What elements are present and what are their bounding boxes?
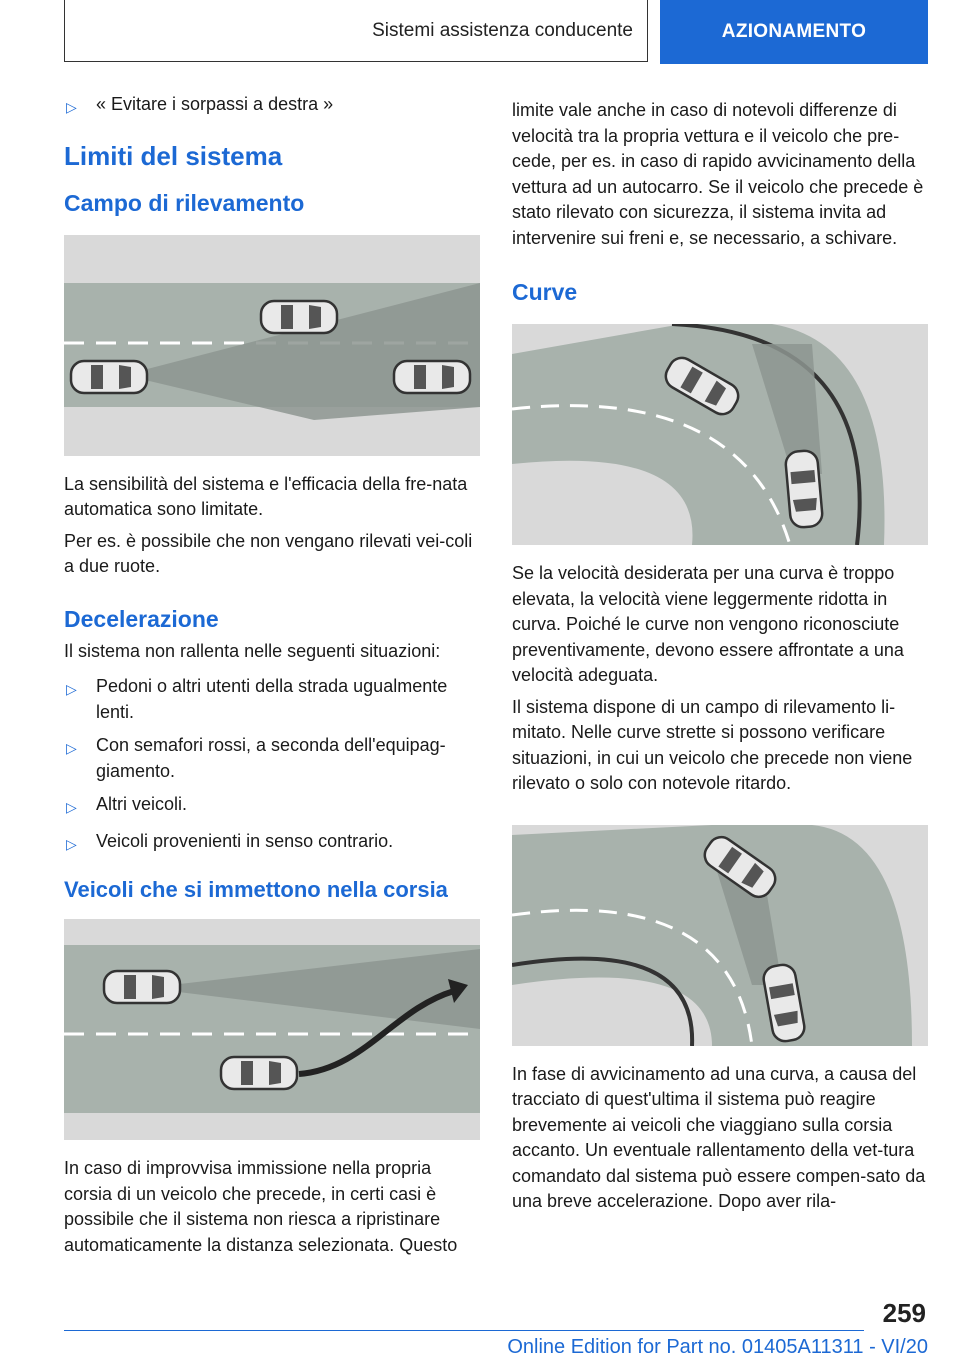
list-item: ▷ « Evitare i sorpassi a destra » bbox=[64, 92, 480, 121]
chapter-tab[interactable]: AZIONAMENTO bbox=[660, 0, 928, 64]
paragraph: In fase di avvicinamento ad una curva, a causa del tracciato di quest'ultima il sistema può reagire brevemente ai veicoli che viaggiano sulla corsia accanto. Un eventuale rallentamento della vet-tura comandato dal sistema può essere compen-sato da una breve accelerazione. Dopo aver rila- bbox=[512, 1063, 926, 1211]
triangle-bullet-icon: ▷ bbox=[66, 99, 77, 115]
right-column bbox=[512, 98, 928, 1221]
list-item: ▷ Con semafori rossi, a seconda dell'equipag-giamento. bbox=[64, 733, 480, 784]
heading-campo: Campo di rilevamento bbox=[64, 189, 305, 216]
page-header bbox=[64, 0, 928, 64]
list-item: ▷ Veicoli provenienti in senso contrario. bbox=[64, 829, 480, 858]
page-number: 259 bbox=[882, 1298, 926, 1328]
figure-cut-in bbox=[64, 919, 480, 1140]
heading-decel: Decelerazione bbox=[64, 605, 219, 632]
triangle-bullet-icon: ▷ bbox=[66, 835, 77, 852]
heading-limits: Limiti del sistema bbox=[64, 140, 283, 171]
triangle-bullet-icon: ▷ bbox=[66, 681, 77, 697]
figure-curve-1 bbox=[512, 324, 928, 545]
figure-curve-2 bbox=[512, 825, 928, 1046]
heading-immettono: Veicoli che si immettono nella corsia bbox=[64, 877, 448, 902]
list-item: ▷ Pedoni o altri utenti della strada ugualmente lenti. bbox=[64, 674, 480, 725]
triangle-bullet-icon: ▷ bbox=[66, 799, 77, 815]
left-column bbox=[64, 92, 480, 1264]
section-title: Sistemi assistenza conducente bbox=[64, 0, 648, 62]
paragraph: Il sistema non rallenta nelle seguenti situazioni: bbox=[64, 640, 441, 661]
paragraph: In caso di improvvisa immissione nella propria corsia di un veicolo che precede, in certi casi è possibile che il sistema non riesca a ripristinare automaticamente la distanza selezionata. Questo bbox=[64, 1158, 458, 1255]
heading-curve: Curve bbox=[512, 279, 578, 305]
list-item: ▷ Altri veicoli. bbox=[64, 792, 480, 821]
paragraph: La sensibilità del sistema e l'efficacia della fre-nata automatica sono limitate. bbox=[64, 473, 468, 519]
edition-text: Online Edition for Part no. 01405A11311 - VI/20 bbox=[507, 1336, 928, 1358]
triangle-bullet-icon: ▷ bbox=[66, 740, 77, 756]
paragraph: Il sistema dispone di un campo di rilevamento li-mitato. Nelle curve strette si possono verificare situazioni, in cui un veicolo che precede non viene rilevato o solo con notevole ritardo. bbox=[512, 696, 913, 793]
paragraph: limite vale anche in caso di notevoli differenze di velocità tra la propria vettura e il veicolo che pre-cede, per es. in caso di rapido avvicinamento della vettura ad un autocarro. Se il veicolo che precede è stato rilevato con sicurezza, il sistema invita ad intervenire sui freni e, se necessario, a schivare. bbox=[512, 100, 924, 248]
figure-detection-range bbox=[64, 235, 480, 456]
paragraph: Se la velocità desiderata per una curva è troppo elevata, la velocità viene leggermente ridotta in curva. Poiché le curve non vengono riconosciute preventivamente, devono essere affrontate a una velocità adeguata. bbox=[512, 563, 904, 685]
paragraph: Per es. è possibile che non vengano rilevati vei-coli a due ruote. bbox=[64, 530, 473, 576]
footer-divider bbox=[64, 1330, 864, 1331]
